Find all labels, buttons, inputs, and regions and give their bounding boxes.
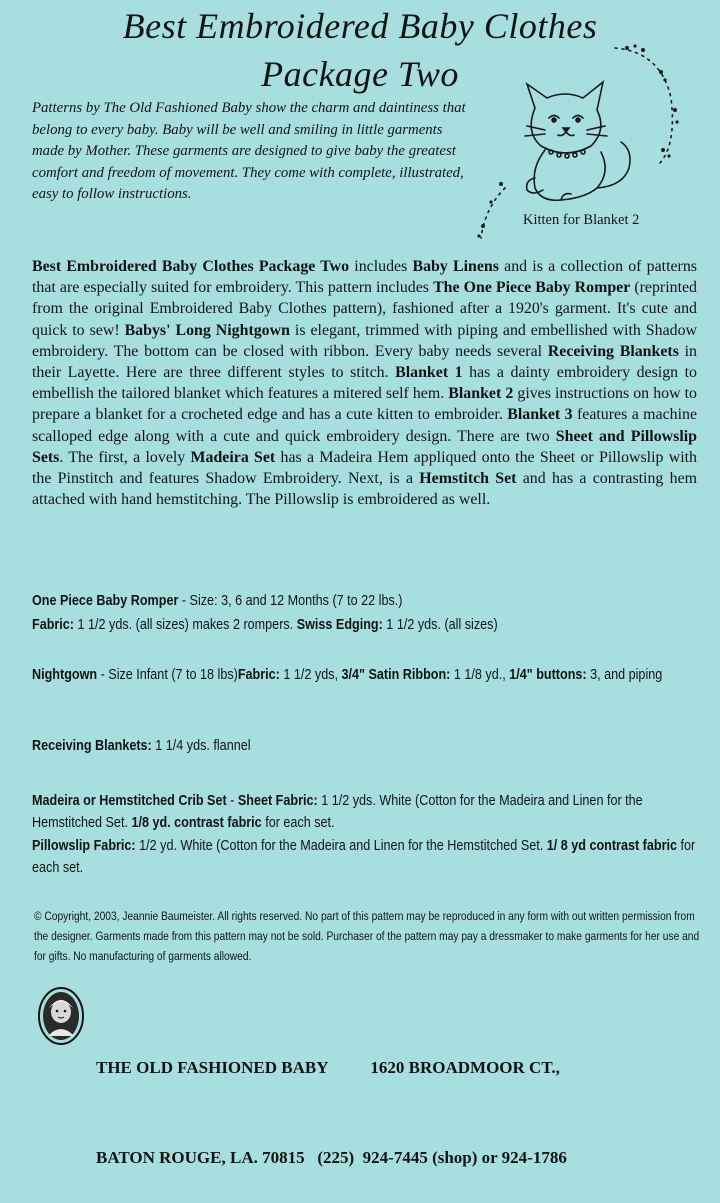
bold-text-run: 3/4" Satin Ribbon: xyxy=(341,666,451,683)
text-run: - Size Infant (7 to 18 lbs) xyxy=(97,666,238,683)
bold-text-run: Sheet Fabric: xyxy=(237,792,318,809)
text-run: for each set. xyxy=(261,813,335,831)
text-run: . The first, a lovely xyxy=(59,448,191,466)
text-run: 3, and piping xyxy=(586,666,663,683)
bold-text-run: Fabric: xyxy=(237,666,280,683)
text-run: for each set. xyxy=(32,837,696,876)
spec-pillowslip xyxy=(32,835,700,878)
bold-text-run: 1/ 8 yd contrast fabric xyxy=(546,837,677,854)
intro-paragraph: Patterns by The Old Fashioned Baby show the charm and daintiness that belong to every baby. Baby will be well and smiling in little garments made by Mother. These garments are designed to give baby the greatest comfort and freedom of movement. They come with complete, illustrated, easy to follow instructions. xyxy=(32,100,466,203)
text-run: is elegant, trimmed with piping and embellished with Shadow embroidery. The bottom can be closed with ribbon. Every baby needs several xyxy=(32,321,697,360)
bold-text-run: Hemstitch Set xyxy=(419,470,517,488)
text-run: features a machine scalloped edge along with a cute and quick embroidery design. There are two xyxy=(32,406,697,445)
description-paragraph xyxy=(32,256,697,510)
bold-text-run: Pillowslip Fabric: xyxy=(32,837,136,854)
text-run: 1/2 yd. White (Cotton for the Madeira and Linen for the Hemstitched Set. xyxy=(135,837,547,854)
text-run: 1 1/8 yd., xyxy=(450,666,510,683)
footer-line-2: BATON ROUGE, LA. 70815 (225) 924-7445 (shop) or 924-1786 xyxy=(96,1148,567,1167)
bold-text-run: Sheet and Pillowslip Sets xyxy=(32,427,697,466)
footer-address xyxy=(96,993,567,1203)
text-run: - Size: 3, 6 and 12 Months (7 to 22 lbs.) xyxy=(178,592,403,609)
text-run: 1 1/2 yds. (all sizes) xyxy=(382,616,498,633)
bold-text-run: 1/4" buttons: xyxy=(509,666,587,683)
illustration-caption: Kitten for Blanket 2 xyxy=(523,212,640,228)
footer-line-1: THE OLD FASHIONED BABY 1620 BROADMOOR CT., xyxy=(96,1058,560,1077)
bold-text-run: Baby Linens xyxy=(412,258,499,275)
copyright-notice: © Copyright, 2003, Jeannie Baumeister. All rights reserved. No part of this pattern may be reproduced in any form with out written permission from the designer. Garments made from this pattern may not be sold. Purchaser of the pattern may pay a dressmaker to make garments for her use and for gifts. No manufacturing of garments allowed. xyxy=(34,909,700,963)
bold-text-run: Madeira Set xyxy=(190,448,276,466)
text-run: - xyxy=(226,792,238,809)
text-run: includes xyxy=(349,258,413,275)
text-run: 1 1/2 yds. White (Cotton for the Madeira and Linen for the Hemstitched Set. xyxy=(32,792,643,831)
text-run: 1 1/2 yds, xyxy=(279,666,342,683)
bold-text-run: Nightgown xyxy=(32,666,98,683)
bold-text-run: One Piece Baby Romper xyxy=(32,592,179,609)
bold-text-run: Swiss Edging: xyxy=(296,616,383,633)
text-run: and has a contrasting hem attached with hand hemstitching. The Pillowslip is embroidered as well. xyxy=(32,470,697,509)
text-run: in their Layette. Here are three different styles to stitch. xyxy=(32,342,697,382)
title-line-1: Best Embroidered Baby Clothes xyxy=(122,6,598,46)
text-run: and is a collection of patterns that are especially suited for embroidery. This pattern includes xyxy=(32,258,697,297)
spec-nightgown xyxy=(32,664,700,686)
baby-portrait-logo-icon xyxy=(36,986,86,1046)
bold-text-run: Fabric: xyxy=(32,616,75,633)
bold-text-run: Receiving Blankets xyxy=(547,342,679,360)
spec-crib-set xyxy=(32,790,700,833)
text-run: has a dainty embroidery design to embellish the tailored blanket which features a mitered self hem. xyxy=(32,364,698,403)
text-run: (reprinted from the original Embroidered Baby Clothes pattern), fashioned after a 1920's garment. It's cute and quick to sew! xyxy=(32,279,697,339)
text-run: has a Madeira Hem appliqued onto the Sheet or Pillowslip with the Pinstitch and features Shadow Embroidery. Next, is a xyxy=(32,448,697,488)
text-run: 1 1/2 yds. (all sizes) makes 2 rompers. xyxy=(74,616,297,633)
bold-text-run: Best Embroidered Baby Clothes Package Two xyxy=(32,258,350,275)
spec-receiving-blankets xyxy=(32,735,700,757)
spec-romper-fabric xyxy=(32,614,700,636)
bold-text-run: 1/8 yd. contrast fabric xyxy=(131,813,262,831)
title-line-2: Package Two xyxy=(261,54,459,94)
bold-text-run: Receiving Blankets: xyxy=(32,737,152,754)
bold-text-run: Madeira or Hemstitched Crib Set xyxy=(32,792,227,809)
bold-text-run: The One Piece Baby Romper xyxy=(433,279,631,297)
bold-text-run: Blanket 3 xyxy=(507,406,573,424)
bold-text-run: Babys' Long Nightgown xyxy=(124,321,290,339)
text-run: 1 1/4 yds. flannel xyxy=(151,737,251,754)
bold-text-run: Blanket 2 xyxy=(448,385,514,403)
text-run: gives instructions on how to prepare a blanket for a crocheted edge and has a cute kitten to embroider. xyxy=(32,385,698,424)
spec-romper xyxy=(32,590,700,612)
bold-text-run: Blanket 1 xyxy=(395,364,463,382)
